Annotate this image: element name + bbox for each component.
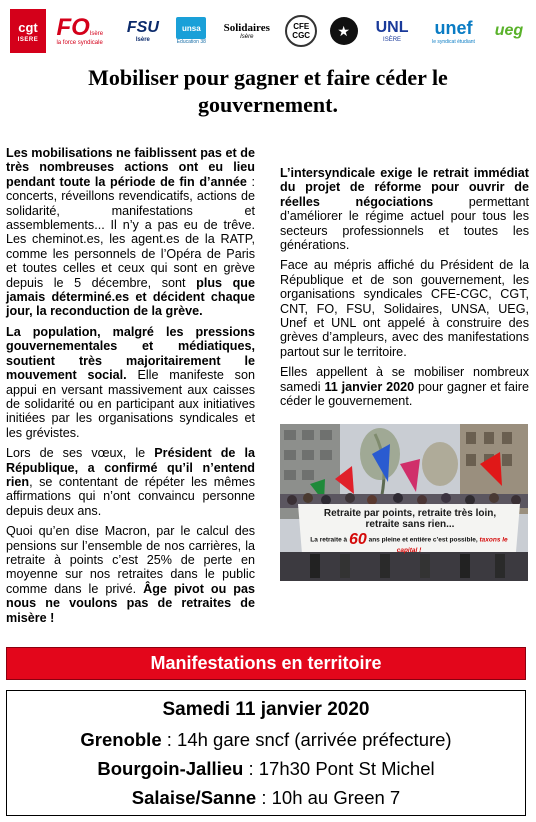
right-column	[280, 166, 529, 409]
event-detail: : 10h au Green 7	[256, 787, 401, 808]
solidaires-logo	[220, 9, 274, 53]
protest-banner-slogan	[299, 508, 521, 530]
unef-logo-text: unef	[434, 17, 473, 38]
protest-photo	[280, 424, 528, 581]
fo-logo	[56, 9, 112, 53]
ueg-logo-text: ueg	[494, 22, 524, 39]
unef-logo	[426, 9, 482, 53]
fsu-logo-text: FSU	[126, 19, 159, 36]
event-item	[7, 729, 525, 750]
page-title: Mobiliser pour gagner et faire céder le gouvernement.	[88, 65, 448, 117]
right-paragraph-2	[280, 258, 529, 359]
banner-small-2: ans pleine et entière c’est possible,	[368, 536, 478, 544]
left-p3-text: Lors de ses vœux, le	[6, 446, 155, 461]
solidaires-logo-sub: Isère	[240, 34, 254, 40]
fo-logo-isere: Isère	[89, 31, 104, 37]
section-title: Manifestations en territoire	[150, 653, 382, 673]
unsa-logo-text: unsa	[176, 17, 206, 39]
event-detail: : 17h30 Pont St Michel	[243, 758, 435, 779]
fsu-logo-sub: Isère	[135, 37, 150, 43]
left-paragraph-1	[6, 146, 255, 319]
right-p1-text: permettant d’améliorer le régime actuel pour tous les secteurs professionnels et toutes les générations.	[280, 194, 529, 253]
left-p2-bold: La population, malgré les pressions gouvernementales et médiatiques, soutient très majoritairement le mouvement social.	[6, 324, 255, 383]
fo-logo-sub: la force syndicale	[56, 40, 103, 46]
left-p1-bold: Les mobilisations ne faiblissent pas et de très nombreuses actions ont eu lieu pendant toute la période de fin d’année	[6, 146, 255, 189]
banner-small-1: La retraite à	[310, 536, 348, 544]
left-column	[6, 146, 255, 625]
event-detail: : 14h gare sncf (arrivée préfecture)	[161, 729, 452, 750]
cfe-cgc-logo-text: CFE CGC	[285, 15, 317, 47]
events-date: Samedi 11 janvier 2020	[162, 699, 370, 720]
right-p3-text: Elles appellent à se mobiliser nombreux samedi	[280, 365, 529, 394]
right-p3-text-2: pour gagner et faire céder le gouvernement.	[280, 379, 529, 409]
black-cat-icon: ★	[330, 17, 358, 45]
cgt-logo-sub: ISERE	[17, 36, 39, 43]
left-p4-bold: Âge pivot ou pas nous ne voulons pas de retraites de misère !	[6, 581, 255, 625]
fsu-logo	[123, 9, 163, 53]
right-paragraph-1	[280, 166, 529, 252]
right-paragraph-3	[280, 365, 529, 408]
unef-logo-sub: le syndicat étudiant	[432, 38, 475, 45]
unsa-logo	[173, 9, 209, 53]
protest-banner-subtext	[300, 531, 518, 556]
event-city: Grenoble	[80, 729, 162, 750]
union-logos-bar	[10, 6, 526, 56]
left-p2-text: Elle manifeste son appui en versant massivement aux caisses de solidarité ou en participant aux initiatives initiées par les organisations syndicales et les grévistes.	[6, 368, 255, 440]
section-title-bar	[6, 647, 526, 680]
cfe-cgc-logo	[284, 9, 318, 53]
left-p1-bold-2: plus que jamais déterminé.es et décident chaque jour, la reconduction de la grève.	[6, 275, 256, 319]
unl-logo	[369, 9, 415, 53]
cnt-logo	[329, 9, 359, 53]
banner-sixty: 60	[348, 531, 367, 548]
fo-logo-text: FO	[56, 14, 90, 41]
protest-photo-illustration	[280, 424, 528, 581]
event-item	[7, 787, 525, 808]
ueg-logo	[492, 9, 526, 53]
unl-logo-text: UNL	[375, 19, 409, 36]
banner-line-1: Retraite par points, retraite très loin,	[323, 508, 497, 519]
event-city: Salaise/Sanne	[131, 787, 257, 808]
events-box	[6, 690, 526, 816]
left-paragraph-4	[6, 524, 255, 625]
right-p3-bold: 11 janvier 2020	[324, 379, 415, 394]
left-p3-bold: Président de la République, a confirmé qu’il n’entend rien	[6, 446, 256, 489]
left-p1-text: : concerts, réveillons revendicatifs, actions de solidarité, manifestations et assemblements... Il n’y a pas eu de trêve. Les cheminot.es, les agent.es de la RATP, comme les personnels de l’Opéra de Paris et toutes celles et ceux qui sont en grève depuis le 5 décembre, sont	[6, 174, 256, 290]
right-p1-bold: L’intersyndicale exige le retrait immédiat du projet de réforme pour ouvrir de réelles négociations	[280, 166, 529, 209]
banner-line-2: retraite sans rien...	[365, 519, 455, 530]
solidaires-logo-text: Solidaires	[223, 22, 270, 34]
unsa-logo-sub: Education 38	[176, 39, 206, 45]
left-paragraph-3	[6, 446, 255, 518]
event-item	[7, 758, 525, 779]
event-city: Bourgoin-Jallieu	[97, 758, 244, 779]
banner-small-3: taxons le capital !	[396, 536, 508, 554]
left-p4-text: Quoi qu’en dise Macron, par le calcul des pensions sur l’ensemble de nos carrières, la retraite à points c’est 25% de perte en moyenne sur nos retraites dans le public comme dans le privé.	[6, 524, 255, 596]
cgt-logo	[10, 9, 46, 53]
cgt-logo-text: cgt	[18, 19, 38, 35]
unl-logo-sub: ISÈRE	[383, 37, 402, 43]
left-paragraph-2	[6, 325, 255, 440]
right-p2-text: Face au mépris affiché du Président de la République et de son gouvernement, les organisations syndicales CFE-CGC, CGT, CNT, FO, FSU, Solidaires, UNSA, UEG, Unef et UNL ont appelé à construire des grèves d’ampleurs, avec des manifestations partout sur le territoire.	[280, 258, 529, 359]
left-p3-text-2: , se contentant de répéter les mêmes affirmations qui n’ont convaincu personne depuis deux ans.	[6, 474, 255, 518]
